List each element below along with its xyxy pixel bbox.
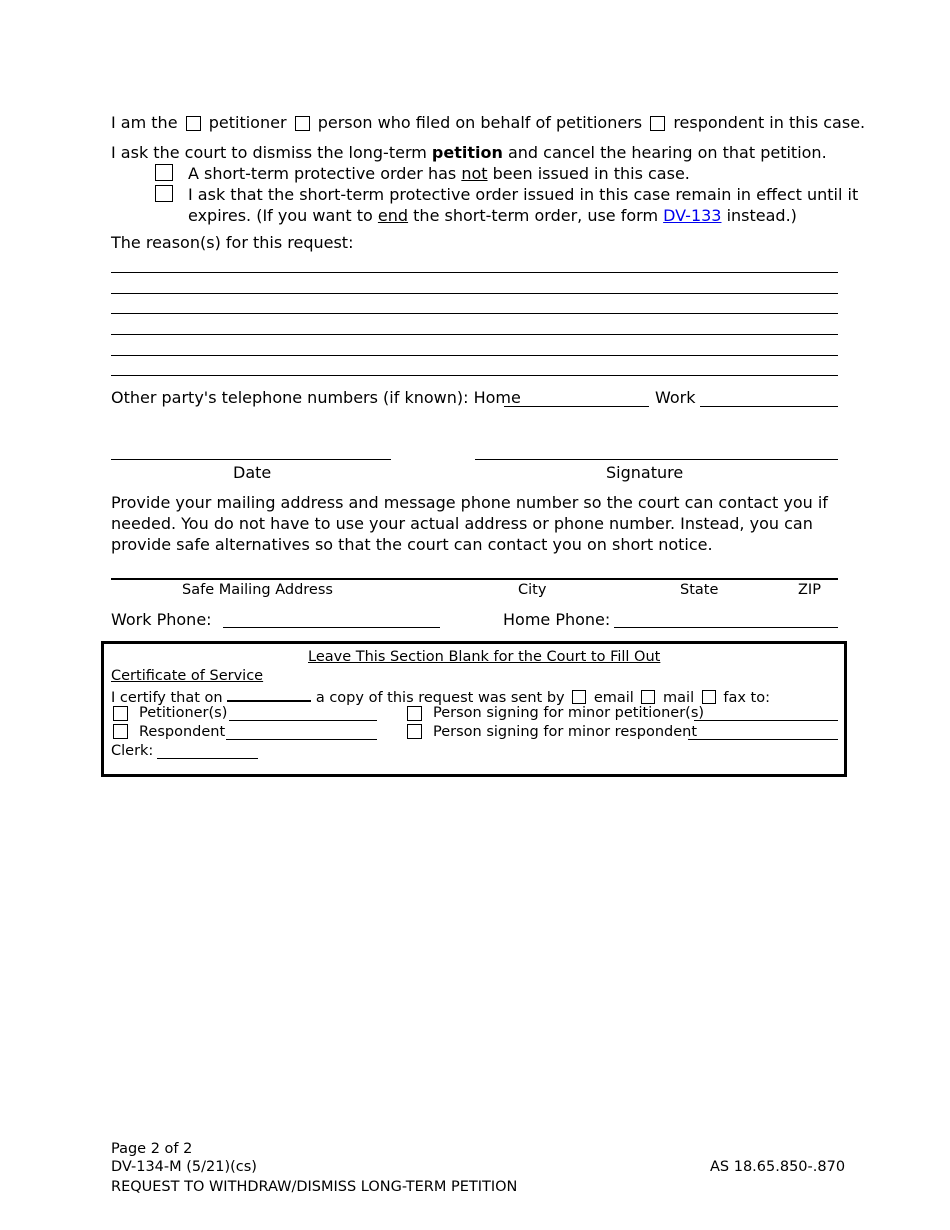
email-label: email	[593, 690, 634, 706]
work-phone-label: Work Phone:	[111, 610, 212, 629]
signature-label: Signature	[606, 463, 684, 482]
petitioner-label: petitioner	[208, 113, 287, 132]
respondent-service-label: Respondent	[139, 724, 226, 740]
clerk-label: Clerk:	[111, 743, 154, 759]
certificate-title: Certificate of Service	[111, 668, 264, 684]
respondent-label: respondent in this case.	[673, 113, 866, 132]
date-field[interactable]	[111, 459, 391, 460]
opt2-text-end: instead.)	[726, 206, 797, 225]
mailing-label: Safe Mailing Address	[182, 582, 333, 598]
petitioners-checkbox[interactable]	[113, 706, 128, 721]
certify-text-b: a copy of this request was sent by	[315, 690, 565, 706]
opt2-text-mid: the short-term order, use form	[413, 206, 659, 225]
signature-field[interactable]	[475, 459, 838, 460]
phones-label: Other party's telephone numbers (if known): Home	[111, 388, 521, 407]
reason-line[interactable]	[111, 355, 838, 356]
filed-behalf-checkbox[interactable]	[295, 116, 310, 131]
email-checkbox[interactable]	[572, 690, 586, 704]
dismiss-request-line	[111, 143, 827, 162]
opt2-underlined: end	[377, 206, 409, 225]
date-label: Date	[233, 463, 272, 482]
home-phone-label: Home Phone:	[503, 610, 611, 629]
no-short-term-order-checkbox[interactable]	[155, 164, 173, 181]
reason-line[interactable]	[111, 334, 838, 335]
footer-page: Page 2 of 2	[111, 1141, 193, 1157]
minor-respondent-checkbox[interactable]	[407, 724, 422, 739]
role-line	[111, 113, 865, 132]
request-text-end: and cancel the hearing on that petition.	[507, 143, 827, 162]
provide-line-2: needed. You do not have to use your actual address or phone number. Instead, you can	[111, 514, 813, 533]
work-phone-field[interactable]	[700, 406, 838, 407]
footer-title: REQUEST TO WITHDRAW/DISMISS LONG-TERM PETITION	[111, 1179, 518, 1195]
provide-line-1: Provide your mailing address and message phone number so the court can contact you if	[111, 493, 828, 512]
work-label: Work	[655, 388, 696, 407]
remain-in-effect-label-1: I ask that the short-term protective order issued in this case remain in effect until it	[188, 185, 859, 204]
mail-label: mail	[663, 690, 695, 706]
request-bold: petition	[431, 143, 503, 162]
remain-in-effect-checkbox[interactable]	[155, 185, 173, 202]
zip-label: ZIP	[798, 582, 821, 598]
reasons-label: The reason(s) for this request:	[111, 233, 354, 252]
provide-line-3: provide safe alternatives so that the court can contact you on short notice.	[111, 535, 713, 554]
court-heading: Leave This Section Blank for the Court to Fill Out	[308, 649, 661, 665]
opt2-text: expires. (If you want to	[188, 206, 373, 225]
minor-respondent-label: Person signing for minor respondent	[433, 724, 698, 740]
petitioners-field[interactable]	[229, 720, 377, 721]
minor-respondent-field[interactable]	[688, 739, 838, 740]
minor-petitioners-field[interactable]	[694, 720, 838, 721]
reason-line[interactable]	[111, 313, 838, 314]
filed-behalf-label: person who filed on behalf of petitioners	[317, 113, 643, 132]
opt1-text: A short-term protective order has	[188, 164, 457, 183]
reason-line[interactable]	[111, 272, 838, 273]
home-phone-input[interactable]	[614, 627, 838, 628]
home-phone-field[interactable]	[504, 406, 649, 407]
opt1-underlined: not	[461, 164, 488, 183]
respondent-service-field[interactable]	[226, 739, 377, 740]
city-label: City	[518, 582, 547, 598]
fax-checkbox[interactable]	[702, 690, 716, 704]
certify-text: I certify that on	[111, 690, 223, 706]
certify-line	[111, 686, 770, 706]
opt1-text-end: been issued in this case.	[492, 164, 690, 183]
minor-petitioners-label: Person signing for minor petitioner(s)	[433, 705, 705, 721]
address-field[interactable]	[111, 578, 838, 580]
mail-checkbox[interactable]	[641, 690, 655, 704]
petitioners-label: Petitioner(s)	[139, 705, 228, 721]
certify-date-field[interactable]	[227, 686, 311, 702]
minor-petitioners-checkbox[interactable]	[407, 706, 422, 721]
role-prefix: I am the	[111, 113, 178, 132]
dv-133-link[interactable]: DV-133	[663, 206, 722, 225]
reason-line[interactable]	[111, 293, 838, 294]
reason-line[interactable]	[111, 375, 838, 376]
work-phone-input[interactable]	[223, 627, 440, 628]
respondent-service-checkbox[interactable]	[113, 724, 128, 739]
request-text: I ask the court to dismiss the long-term	[111, 143, 427, 162]
state-label: State	[680, 582, 719, 598]
clerk-field[interactable]	[157, 758, 258, 759]
remain-in-effect-label-2	[188, 206, 797, 225]
no-short-term-order-label	[188, 164, 690, 183]
fax-label: fax to:	[723, 690, 770, 706]
respondent-checkbox[interactable]	[650, 116, 665, 131]
footer-statute: AS 18.65.850-.870	[710, 1159, 846, 1175]
petitioner-checkbox[interactable]	[186, 116, 201, 131]
footer-form-id: DV-134-M (5/21)(cs)	[111, 1159, 257, 1175]
